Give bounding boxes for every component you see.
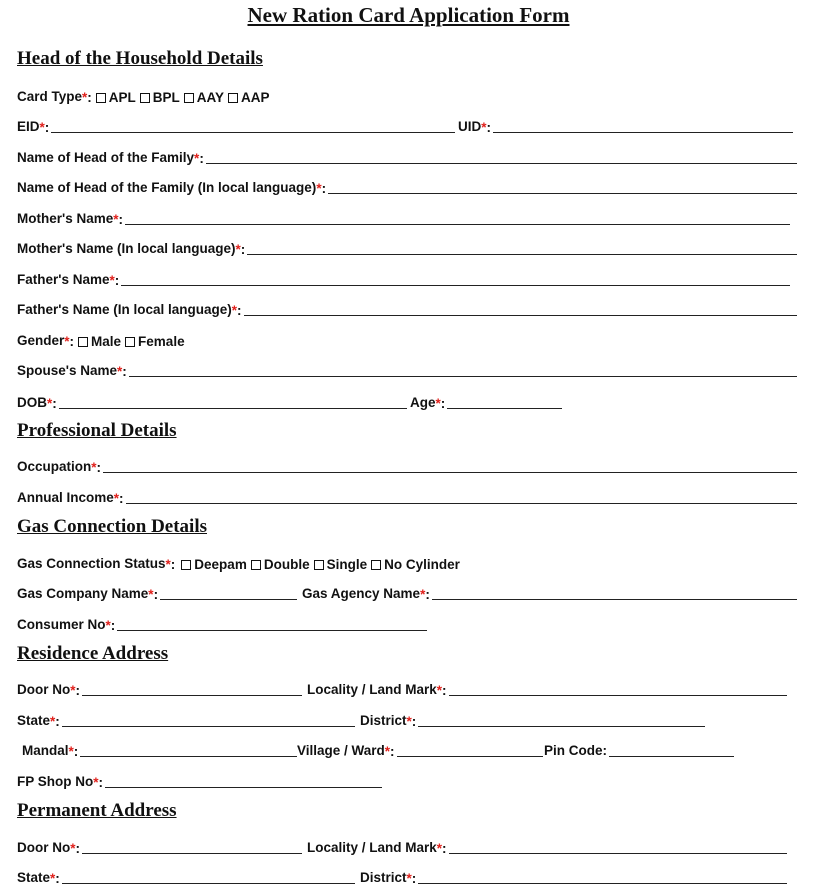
perm-door-label: Door No	[17, 840, 71, 855]
required-mark: *	[93, 775, 99, 790]
required-mark: *	[109, 273, 115, 288]
occupation-label: Occupation	[17, 459, 92, 474]
option-aay: AAY	[196, 90, 225, 105]
gas-company-input-line[interactable]	[160, 599, 297, 600]
required-mark: *	[231, 303, 238, 318]
required-mark: *	[105, 618, 111, 633]
mother-local-input-line[interactable]	[247, 254, 797, 255]
mother-field: Mother's Name * :	[17, 209, 790, 227]
perm-door-input-line[interactable]	[82, 853, 302, 854]
mother-local-field: Mother's Name (In local language) * :	[17, 239, 797, 257]
fp-shop-label: FP Shop No	[17, 774, 94, 789]
gas-status-label: Gas Connection Status	[17, 556, 166, 571]
checkbox-deepam[interactable]	[181, 560, 191, 570]
name-head-local-input-line[interactable]	[328, 193, 797, 194]
required-mark: *	[91, 460, 97, 475]
eid-label: EID	[17, 119, 40, 134]
income-label: Annual Income	[17, 490, 114, 505]
father-input-line[interactable]	[121, 285, 790, 286]
door-input-line[interactable]	[82, 695, 302, 696]
option-double: Double	[263, 557, 310, 572]
uid-label: UID	[458, 119, 482, 134]
section-residence: Residence Address	[17, 643, 169, 664]
required-mark: *	[113, 491, 120, 506]
card-type-label: Card Type	[17, 89, 83, 104]
required-mark: *	[194, 151, 200, 166]
mandal-label: Mandal	[22, 743, 69, 758]
option-deepam: Deepam	[194, 557, 247, 572]
perm-state-label: State	[17, 870, 51, 885]
gender-field: Gender * : Male Female	[17, 333, 185, 349]
occupation-input-line[interactable]	[103, 472, 797, 473]
required-mark: *	[435, 396, 441, 411]
mandal-input-line[interactable]	[80, 756, 297, 757]
occupation-field: Occupation * :	[17, 457, 797, 475]
perm-state-input-line[interactable]	[62, 883, 355, 884]
checkbox-male[interactable]	[78, 337, 88, 347]
pin-input-line[interactable]	[609, 756, 734, 757]
gas-agency-field: Gas Agency Name * :	[302, 584, 797, 602]
section-gas: Gas Connection Details	[17, 516, 207, 537]
uid-input-line[interactable]	[493, 132, 793, 133]
income-field: Annual Income * :	[17, 488, 797, 506]
locality-input-line[interactable]	[449, 695, 787, 696]
father-local-field: Father's Name (In local language) * :	[17, 300, 797, 318]
spouse-input-line[interactable]	[129, 376, 797, 377]
option-female: Female	[138, 334, 185, 349]
required-mark: *	[406, 871, 412, 886]
father-local-label: Father's Name (In local language)	[17, 302, 232, 317]
required-mark: *	[47, 396, 53, 411]
name-head-field: Name of Head of the Family * :	[17, 148, 797, 166]
fp-shop-input-line[interactable]	[105, 787, 382, 788]
eid-field: EID * :	[17, 117, 455, 135]
required-mark: *	[436, 683, 443, 698]
card-type-field: Card Type * : APL BPL AAY AAP	[17, 89, 270, 105]
gas-status-field: Gas Connection Status * : Deepam Double Single No Cylinder	[17, 556, 460, 572]
mother-label: Mother's Name	[17, 211, 114, 226]
perm-locality-input-line[interactable]	[449, 853, 787, 854]
required-mark: *	[384, 744, 391, 759]
dob-field: DOB * :	[17, 393, 407, 411]
district-input-line[interactable]	[418, 726, 705, 727]
gender-label: Gender	[17, 333, 65, 348]
checkbox-aay[interactable]	[184, 93, 194, 103]
gas-agency-input-line[interactable]	[432, 599, 797, 600]
required-mark: *	[39, 120, 45, 135]
perm-door-field: Door No * :	[17, 838, 302, 856]
fp-shop-field: FP Shop No * :	[17, 772, 382, 790]
consumer-input-line[interactable]	[117, 630, 427, 631]
checkbox-bpl[interactable]	[140, 93, 150, 103]
required-mark: *	[117, 364, 123, 379]
village-label: Village / Ward	[297, 743, 385, 758]
required-mark: *	[235, 242, 241, 257]
state-input-line[interactable]	[62, 726, 355, 727]
required-mark: *	[68, 744, 74, 759]
locality-label: Locality / Land Mark	[307, 682, 437, 697]
uid-field: UID * :	[458, 117, 793, 135]
father-field: Father's Name * :	[17, 270, 790, 288]
district-label: District	[360, 713, 407, 728]
dob-label: DOB	[17, 395, 47, 410]
option-apl: APL	[108, 90, 136, 105]
perm-state-field: State * :	[17, 868, 355, 886]
required-mark: *	[70, 841, 76, 856]
section-head-household: Head of the Household Details	[17, 48, 263, 69]
locality-field: Locality / Land Mark * :	[307, 680, 787, 698]
option-single: Single	[326, 557, 368, 572]
eid-input-line[interactable]	[51, 132, 455, 133]
option-bpl: BPL	[152, 90, 180, 105]
name-head-local-label: Name of Head of the Family (In local language)	[17, 180, 317, 195]
perm-locality-label: Locality / Land Mark	[307, 840, 437, 855]
door-label: Door No	[17, 682, 71, 697]
required-mark: *	[70, 683, 76, 698]
required-mark: *	[82, 90, 88, 105]
form-title: New Ration Card Application Form	[247, 3, 570, 27]
required-mark: *	[113, 212, 119, 227]
perm-district-label: District	[360, 870, 407, 885]
age-field: Age * :	[410, 393, 562, 411]
perm-district-input-line[interactable]	[418, 883, 787, 884]
father-label: Father's Name	[17, 272, 110, 287]
consumer-field: Consumer No * :	[17, 615, 427, 633]
district-field: District * :	[360, 711, 705, 729]
pin-field	[544, 741, 734, 759]
income-input-line[interactable]	[126, 503, 797, 504]
required-mark: *	[64, 334, 70, 349]
spouse-label: Spouse's Name	[17, 363, 117, 378]
mandal-field: Mandal * :	[22, 741, 297, 759]
father-local-input-line[interactable]	[244, 315, 797, 316]
gas-company-label: Gas Company Name	[17, 586, 149, 601]
checkbox-apl[interactable]	[96, 93, 106, 103]
checkbox-single[interactable]	[314, 560, 324, 570]
pin-label: Pin Code:	[544, 743, 607, 758]
required-mark: *	[420, 587, 426, 602]
option-male: Male	[91, 334, 122, 349]
state-label: State	[17, 713, 51, 728]
required-mark: *	[148, 587, 154, 602]
required-mark: *	[50, 871, 56, 886]
required-mark: *	[316, 181, 322, 196]
village-field: Village / Ward * :	[297, 741, 543, 759]
age-label: Age	[410, 395, 436, 410]
consumer-label: Consumer No	[17, 617, 106, 632]
perm-locality-field: Locality / Land Mark * :	[307, 838, 787, 856]
perm-district-field: District * :	[360, 868, 787, 886]
name-head-label: Name of Head of the Family	[17, 150, 195, 165]
option-aap: AAP	[241, 90, 270, 105]
gas-agency-label: Gas Agency Name	[302, 586, 421, 601]
checkbox-female[interactable]	[125, 337, 135, 347]
dob-input-line[interactable]	[59, 408, 407, 409]
mother-input-line[interactable]	[125, 224, 790, 225]
checkbox-aap[interactable]	[228, 93, 238, 103]
required-mark: *	[406, 714, 412, 729]
section-professional: Professional Details	[17, 420, 177, 441]
name-head-input-line[interactable]	[206, 163, 797, 164]
door-field: Door No * :	[17, 680, 302, 698]
checkbox-no-cylinder[interactable]	[371, 560, 381, 570]
required-mark: *	[165, 557, 171, 572]
state-field: State * :	[17, 711, 355, 729]
checkbox-double[interactable]	[251, 560, 261, 570]
section-permanent: Permanent Address	[17, 800, 177, 821]
age-input-line[interactable]	[447, 408, 562, 409]
gas-company-field: Gas Company Name * :	[17, 584, 297, 602]
required-mark: *	[50, 714, 56, 729]
mother-local-label: Mother's Name (In local language)	[17, 241, 236, 256]
option-no-cylinder: No Cylinder	[384, 557, 460, 572]
required-mark: *	[481, 120, 487, 135]
required-mark: *	[436, 841, 443, 856]
village-input-line[interactable]	[397, 756, 543, 757]
spouse-field: Spouse's Name * :	[17, 361, 797, 379]
name-head-local-field: Name of Head of the Family (In local language) * :	[17, 178, 797, 196]
